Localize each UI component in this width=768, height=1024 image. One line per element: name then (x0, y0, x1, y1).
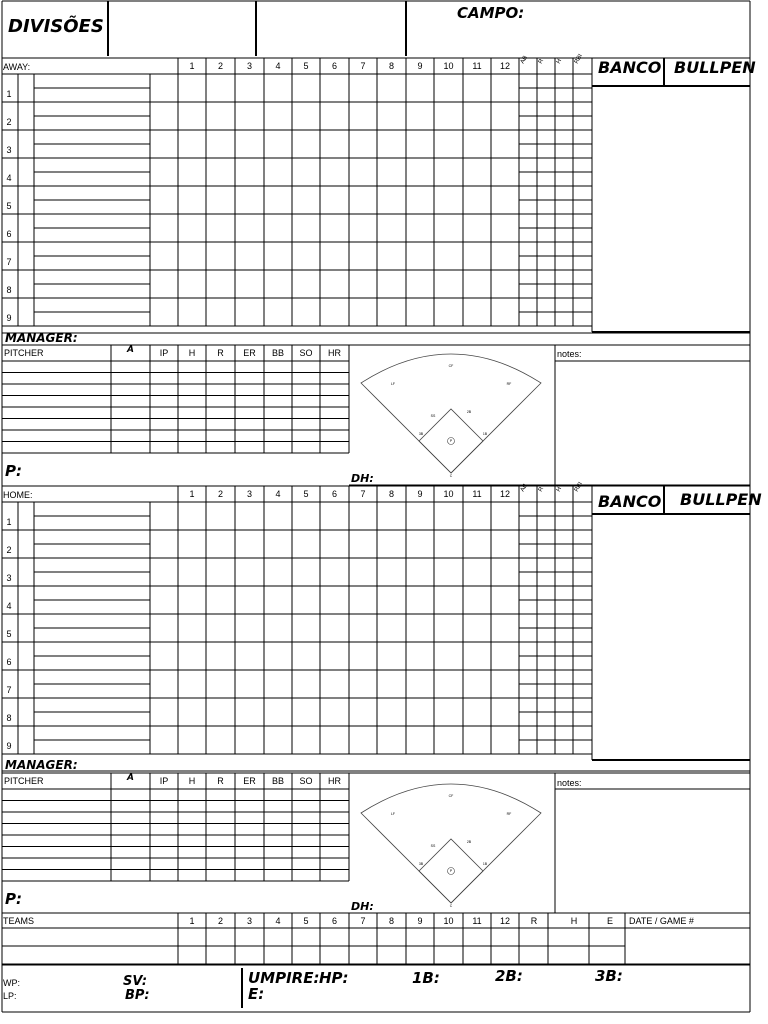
away-field-pos-rf: RF (506, 382, 512, 386)
date-game-label: DATE / GAME # (629, 916, 694, 926)
home-inning-12: 12 (499, 489, 510, 499)
away-field-pos-1b: 1B (482, 432, 488, 436)
away-label: AWAY: (3, 62, 31, 72)
home-inning-10: 10 (443, 489, 454, 499)
away-order-6: 6 (6, 229, 12, 239)
linescore-h-label: H (570, 916, 578, 926)
home-pitcher-so: SO (299, 776, 313, 786)
away-order-2: 2 (6, 117, 12, 127)
home-field-pos-ss: SS (430, 844, 436, 848)
away-inning-8: 8 (388, 61, 394, 71)
home-field-pos-2b: 2B (466, 840, 472, 844)
away-pitcher-r: R (217, 348, 224, 358)
home-bench-label: BANCO (598, 492, 662, 511)
linescore-r-label: R (530, 916, 538, 926)
home-field-diagram (361, 784, 541, 908)
away-pitcher-ip: IP (159, 348, 169, 358)
home-outfield-outline (361, 784, 541, 903)
home-order-3: 3 (6, 573, 12, 583)
wp-label: WP: (3, 978, 20, 988)
away-inning-12: 12 (499, 61, 510, 71)
umpire-label: UMPIRE: (248, 969, 320, 987)
home-label: HOME: (3, 490, 33, 500)
away-inning-1: 1 (189, 61, 195, 71)
away-field-pos-cf: CF (448, 364, 454, 368)
away-pitcher-h: H (188, 348, 196, 358)
linescore-inning-6: 6 (331, 916, 337, 926)
away-order-9: 9 (6, 313, 12, 323)
home-pitcher-er: ER (243, 776, 256, 786)
home-field-pos-p: P (449, 869, 453, 873)
home-inning-11: 11 (472, 489, 482, 499)
divisions-label: DIVISÕES (8, 16, 104, 37)
away-field-pos-3b: 3B (418, 432, 424, 436)
away-bullpen-label: BULLPEN (674, 58, 756, 77)
linescore-inning-2: 2 (217, 916, 223, 926)
linescore-inning-5: 5 (303, 916, 309, 926)
home-order-7: 7 (6, 685, 12, 695)
away-inning-11: 11 (472, 61, 482, 71)
second-base-label: 2B: (495, 967, 523, 985)
bp-label: BP: (125, 988, 150, 1003)
sv-label: SV: (123, 974, 148, 989)
away-inning-3: 3 (246, 61, 252, 71)
away-outfield-outline (361, 354, 541, 473)
away-field-pos-lf: LF (390, 382, 396, 386)
away-pitcher-label: PITCHER (4, 348, 44, 358)
home-order-6: 6 (6, 657, 12, 667)
away-field-pos-c: C (449, 474, 453, 478)
home-inning-6: 6 (331, 489, 337, 499)
away-order-4: 4 (6, 173, 12, 183)
first-base-label: 1B: (412, 969, 440, 987)
away-pitcher-er: ER (243, 348, 256, 358)
home-pitcher-hr: HR (328, 776, 341, 786)
away-field-pos-2b: 2B (466, 410, 472, 414)
away-order-1: 1 (6, 89, 12, 99)
away-inning-6: 6 (331, 61, 337, 71)
home-order-4: 4 (6, 601, 12, 611)
home-inning-4: 4 (275, 489, 281, 499)
linescore-inning-7: 7 (360, 916, 366, 926)
linescore-inning-4: 4 (275, 916, 281, 926)
home-order-1: 1 (6, 517, 12, 527)
away-stat-ab: AB (519, 55, 530, 65)
away-order-5: 5 (6, 201, 12, 211)
home-order-2: 2 (6, 545, 12, 555)
linescore-e-label: E (606, 916, 613, 926)
linescore-inning-1: 1 (189, 916, 195, 926)
away-manager-label: MANAGER: (5, 331, 78, 345)
away-bench-label: BANCO (598, 58, 662, 77)
home-stat-r: R (537, 486, 546, 493)
home-pitcher-bb: BB (271, 776, 284, 786)
away-order-7: 7 (6, 257, 12, 267)
field-label: CAMPO: (457, 4, 525, 22)
linescore-inning-12: 12 (499, 916, 510, 926)
home-inning-2: 2 (217, 489, 223, 499)
away-field-diagram (361, 354, 541, 478)
away-dh-label: DH: (351, 472, 374, 485)
home-order-8: 8 (6, 713, 12, 723)
home-field-pos-c: C (449, 904, 453, 908)
away-inning-7: 7 (360, 61, 366, 71)
home-inning-7: 7 (360, 489, 366, 499)
away-inning-4: 4 (275, 61, 281, 71)
home-inning-8: 8 (388, 489, 394, 499)
linescore-inning-3: 3 (246, 916, 252, 926)
home-order-9: 9 (6, 741, 12, 751)
away-inning-10: 10 (443, 61, 454, 71)
home-stat-ab: AB (519, 483, 530, 493)
home-dh-label: DH: (351, 900, 374, 913)
home-bullpen-label: BULLPEN (680, 490, 762, 509)
away-stat-rbi: RBI (573, 53, 585, 65)
home-pitcher-ip: IP (159, 776, 169, 786)
home-pitcher-label: PITCHER (4, 776, 44, 786)
teams-label: TEAMS (3, 916, 35, 926)
home-field-pos-cf: CF (448, 794, 454, 798)
home-pitcher-h: H (188, 776, 196, 786)
away-field-pos-p: P (449, 439, 453, 443)
away-notes-label: notes: (557, 349, 582, 359)
away-pitcher-bb: BB (271, 348, 284, 358)
away-order-3: 3 (6, 145, 12, 155)
home-inning-9: 9 (417, 489, 423, 499)
linescore-inning-11: 11 (472, 916, 482, 926)
away-pitcher-a: A (127, 345, 134, 355)
linescore-inning-8: 8 (388, 916, 394, 926)
linescore-inning-10: 10 (443, 916, 454, 926)
home-inning-3: 3 (246, 489, 252, 499)
home-pitcher-r: R (217, 776, 224, 786)
third-base-label: 3B: (595, 967, 623, 985)
home-order-5: 5 (6, 629, 12, 639)
home-inning-1: 1 (189, 489, 195, 499)
umpire-e-label: E: (248, 985, 265, 1003)
home-stat-h: H (555, 486, 564, 493)
away-stat-h: H (555, 58, 564, 65)
home-field-pos-1b: 1B (482, 862, 488, 866)
home-field-pos-3b: 3B (418, 862, 424, 866)
away-pitcher-so: SO (299, 348, 313, 358)
away-inning-5: 5 (303, 61, 309, 71)
home-manager-label: MANAGER: (5, 758, 78, 772)
home-field-pos-rf: RF (506, 812, 512, 816)
home-pitcher-a: A (127, 773, 134, 783)
lp-label: LP: (3, 991, 17, 1001)
home-field-pos-lf: LF (390, 812, 396, 816)
away-field-pos-ss: SS (430, 414, 436, 418)
home-inning-5: 5 (303, 489, 309, 499)
home-p-label: P: (5, 890, 22, 908)
away-inning-9: 9 (417, 61, 423, 71)
away-p-label: P: (5, 462, 22, 480)
home-notes-label: notes: (557, 778, 582, 788)
home-stat-rbi: RBI (573, 481, 585, 493)
hp-label: HP: (319, 969, 349, 987)
away-pitcher-hr: HR (328, 348, 341, 358)
away-order-8: 8 (6, 285, 12, 295)
away-stat-r: R (537, 58, 546, 65)
away-inning-2: 2 (217, 61, 223, 71)
linescore-inning-9: 9 (417, 916, 423, 926)
